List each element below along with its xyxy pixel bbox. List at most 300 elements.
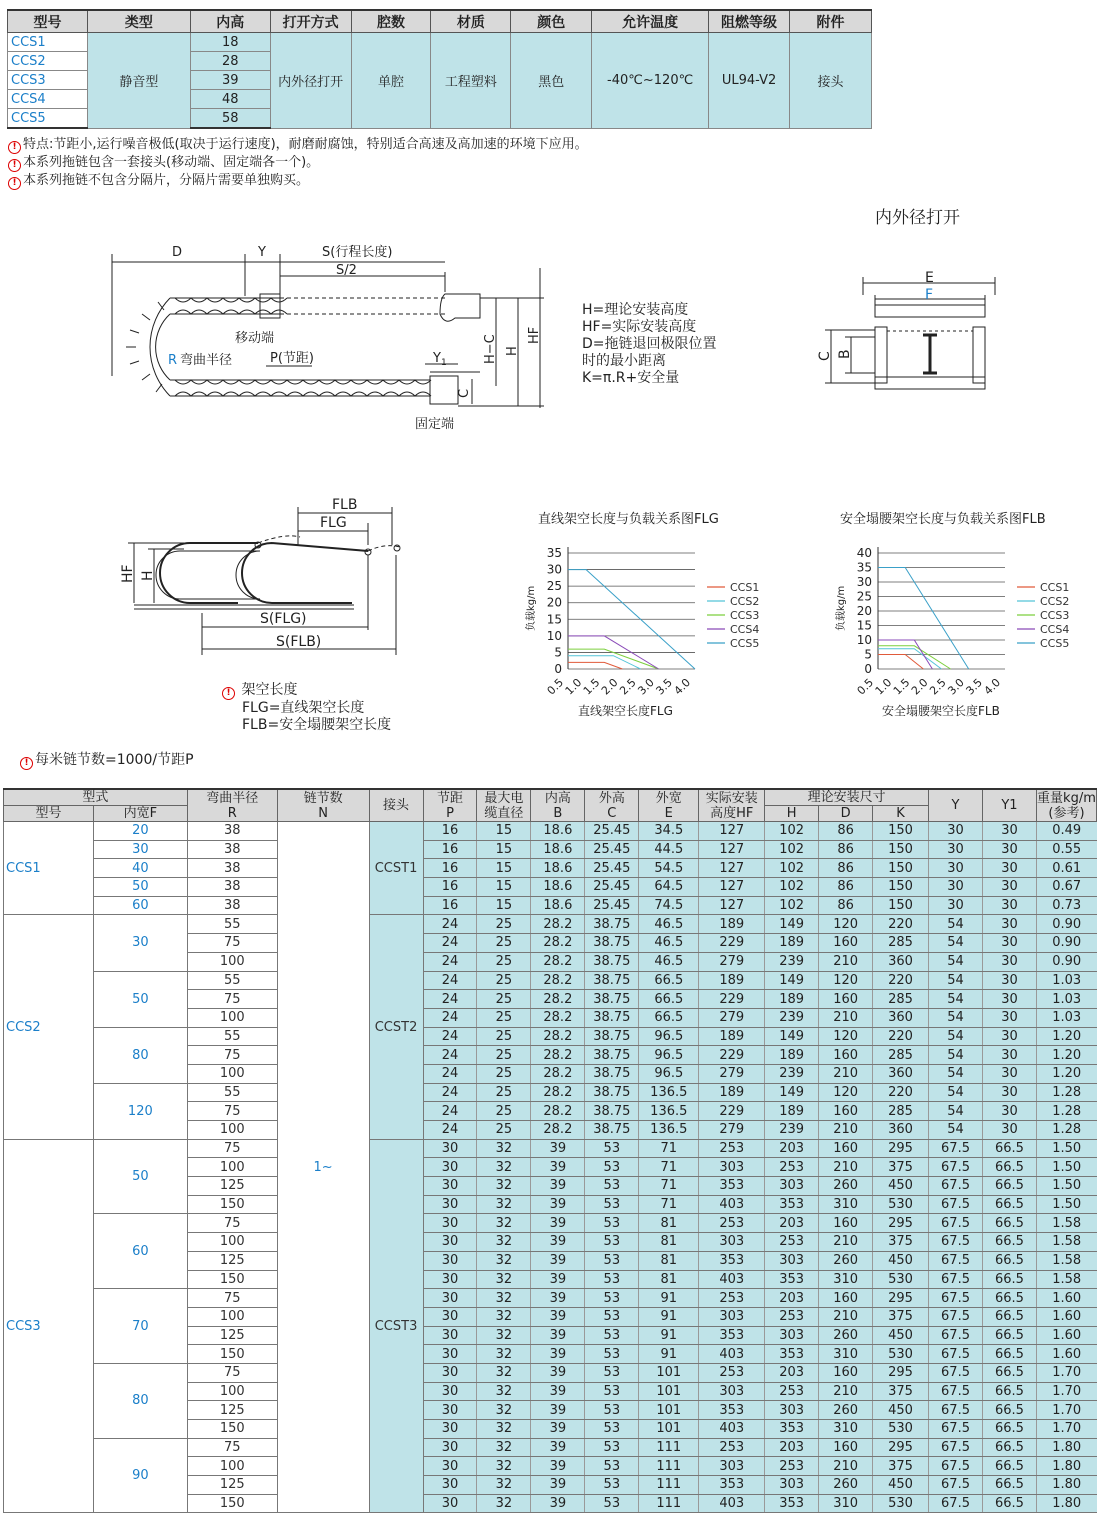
cell-y1: 66.5	[982, 1494, 1036, 1513]
legend-label: CCS1	[730, 581, 760, 594]
cell-outer-height: 53	[585, 1438, 639, 1457]
cell-pitch: 24	[423, 1008, 477, 1027]
row-radius: 150	[187, 1345, 277, 1364]
cell-y: 54	[929, 1102, 983, 1121]
y-axis-label: 负载kg/m	[526, 585, 537, 631]
cell-y1: 66.5	[982, 1326, 1036, 1345]
row-radius: 100	[187, 1121, 277, 1140]
series-line-ccs1	[568, 662, 622, 669]
cell-d: 210	[819, 1457, 873, 1476]
cell-cable: 32	[477, 1494, 531, 1513]
x-tick-label: 3.0	[945, 675, 967, 698]
cell-y: 54	[929, 1008, 983, 1027]
svg-text:H: H	[140, 570, 156, 581]
cell-d: 160	[819, 1102, 873, 1121]
header-weight: 重量kg/m (参考)	[1037, 790, 1096, 821]
cell-d: 160	[819, 1438, 873, 1457]
row-radius: 100	[187, 1457, 277, 1476]
cell-hf: 189	[699, 915, 765, 934]
cell-weight: 1.60	[1036, 1345, 1096, 1364]
cell-y: 54	[929, 934, 983, 953]
cell-weight: 0.55	[1036, 840, 1096, 859]
cell-d: 310	[819, 1345, 873, 1364]
legend-label: CCS5	[730, 637, 760, 650]
cell-outer-height: 38.75	[585, 1102, 639, 1121]
x-tick-label: 3.0	[635, 675, 657, 698]
spec-header-cell: 阻燃等级	[709, 10, 790, 33]
cell-y: 67.5	[929, 1270, 983, 1289]
cell-d: 260	[819, 1251, 873, 1270]
warning-icon: !	[8, 177, 21, 190]
cell-weight: 0.90	[1036, 934, 1096, 953]
cell-k: 375	[873, 1382, 929, 1401]
cell-y1: 30	[982, 1008, 1036, 1027]
cell-d: 86	[819, 822, 873, 841]
cell-cable: 32	[477, 1438, 531, 1457]
cell-outer-width: 136.5	[639, 1121, 699, 1140]
cell-outer-width: 46.5	[639, 915, 699, 934]
cell-k: 285	[873, 990, 929, 1009]
cell-inner-height: 39	[531, 1438, 585, 1457]
cell-y1: 66.5	[982, 1363, 1036, 1382]
spec-header-cell: 打开方式	[270, 10, 351, 33]
y-tick-label: 5	[864, 647, 872, 662]
cell-y1: 30	[982, 840, 1036, 859]
svg-text:FLG: FLG	[320, 515, 347, 531]
svg-text:弯曲半径: 弯曲半径	[180, 353, 233, 368]
fixed-end-bracket	[430, 376, 458, 404]
cell-outer-height: 53	[585, 1139, 639, 1158]
svg-text:HF: HF	[120, 564, 136, 583]
cell-k: 285	[873, 1046, 929, 1065]
cell-hf: 127	[699, 859, 765, 878]
cell-k: 150	[873, 878, 929, 897]
cell-hf: 127	[699, 896, 765, 915]
y-tick-label: 25	[856, 589, 872, 604]
spec-header-cell: 腔数	[351, 10, 431, 33]
spec-type: 静音型	[87, 33, 190, 129]
spec-model: CCS4	[8, 90, 88, 109]
cell-d: 86	[819, 878, 873, 897]
cell-outer-height: 53	[585, 1214, 639, 1233]
cell-h: 102	[765, 896, 819, 915]
cell-h: 353	[765, 1345, 819, 1364]
cell-inner-height: 18.6	[531, 859, 585, 878]
svg-text:S(FLB): S(FLB)	[276, 634, 322, 650]
cell-cable: 15	[477, 840, 531, 859]
cell-outer-height: 38.75	[585, 915, 639, 934]
cell-k: 150	[873, 896, 929, 915]
cell-y1: 66.5	[982, 1270, 1036, 1289]
series-line-ccs1	[878, 655, 923, 670]
row-radius: 150	[187, 1420, 277, 1439]
table-row	[4, 840, 1097, 859]
cell-d: 210	[819, 1382, 873, 1401]
cell-y1: 66.5	[982, 1438, 1036, 1457]
cell-inner-height: 28.2	[531, 1008, 585, 1027]
cell-outer-width: 91	[639, 1326, 699, 1345]
cell-outer-width: 136.5	[639, 1102, 699, 1121]
cell-y1: 30	[982, 1046, 1036, 1065]
cell-pitch: 30	[423, 1345, 477, 1364]
cell-y: 67.5	[929, 1177, 983, 1196]
cell-h: 149	[765, 971, 819, 990]
x-tick-label: 1.5	[580, 675, 603, 698]
spec-model: CCS1	[8, 33, 88, 52]
cell-hf: 279	[699, 1008, 765, 1027]
cell-y: 30	[929, 840, 983, 859]
cell-cable: 25	[477, 990, 531, 1009]
cell-y: 30	[929, 859, 983, 878]
cell-y: 67.5	[929, 1326, 983, 1345]
cell-inner-height: 39	[531, 1401, 585, 1420]
row-radius: 75	[187, 1214, 277, 1233]
cell-weight: 1.70	[1036, 1363, 1096, 1382]
cell-inner-height: 39	[531, 1476, 585, 1495]
cell-pitch: 24	[423, 952, 477, 971]
cell-outer-height: 25.45	[585, 822, 639, 841]
row-width: 80	[93, 1363, 187, 1438]
legend-label: CCS3	[1040, 609, 1070, 622]
cell-inner-height: 28.2	[531, 1121, 585, 1140]
y-tick-label: 15	[546, 612, 562, 627]
chart-title: 直线架空长度与负载关系图FLG	[538, 512, 719, 527]
cell-inner-height: 28.2	[531, 971, 585, 990]
cell-h: 189	[765, 990, 819, 1009]
cell-pitch: 30	[423, 1494, 477, 1513]
y-tick-label: 5	[554, 645, 562, 660]
svg-text:F: F	[925, 287, 934, 303]
cell-k: 295	[873, 1289, 929, 1308]
cell-outer-height: 53	[585, 1382, 639, 1401]
row-width: 90	[93, 1438, 187, 1513]
cell-pitch: 24	[423, 1083, 477, 1102]
cell-d: 120	[819, 971, 873, 990]
cell-cable: 32	[477, 1158, 531, 1177]
cell-k: 220	[873, 915, 929, 934]
cell-inner-height: 39	[531, 1363, 585, 1382]
cell-d: 310	[819, 1420, 873, 1439]
spec-row	[8, 33, 872, 52]
legend-label: CCS2	[1040, 595, 1070, 608]
spec-header-cell: 允许温度	[592, 10, 709, 33]
chain-lower-run	[170, 380, 431, 396]
row-radius: 75	[187, 1046, 277, 1065]
table-row	[4, 915, 1097, 934]
chain-upper-run	[170, 298, 287, 314]
spec-header-cell: 类型	[87, 10, 190, 33]
cell-d: 86	[819, 840, 873, 859]
cell-inner-height: 28.2	[531, 990, 585, 1009]
cell-d: 210	[819, 1121, 873, 1140]
svg-text:C: C	[457, 388, 472, 398]
cell-outer-height: 53	[585, 1307, 639, 1326]
cell-hf: 189	[699, 1027, 765, 1046]
cell-hf: 253	[699, 1289, 765, 1308]
table-row	[4, 878, 1097, 897]
cell-outer-width: 101	[639, 1363, 699, 1382]
cell-y: 54	[929, 1064, 983, 1083]
cell-outer-width: 101	[639, 1382, 699, 1401]
cell-inner-height: 18.6	[531, 878, 585, 897]
row-width: 50	[93, 1139, 187, 1214]
cell-weight: 1.58	[1036, 1214, 1096, 1233]
cell-pitch: 24	[423, 1027, 477, 1046]
cell-k: 450	[873, 1326, 929, 1345]
legend-label: CCS2	[730, 595, 760, 608]
cell-hf: 279	[699, 1121, 765, 1140]
y-axis-label: 负载kg/m	[836, 585, 847, 631]
cell-outer-height: 38.75	[585, 1027, 639, 1046]
spec-model: CCS5	[8, 109, 88, 129]
cell-weight: 1.20	[1036, 1064, 1096, 1083]
chart-flg	[520, 505, 780, 725]
cell-y1: 30	[982, 859, 1036, 878]
cell-k: 220	[873, 971, 929, 990]
cell-pitch: 24	[423, 1046, 477, 1065]
cell-y1: 66.5	[982, 1195, 1036, 1214]
row-radius: 55	[187, 1083, 277, 1102]
row-radius: 38	[187, 896, 277, 915]
cell-d: 160	[819, 1214, 873, 1233]
cell-weight: 1.60	[1036, 1289, 1096, 1308]
cell-y: 30	[929, 896, 983, 915]
cell-h: 303	[765, 1177, 819, 1196]
row-radius: 100	[187, 1382, 277, 1401]
cell-y: 67.5	[929, 1251, 983, 1270]
cell-y: 67.5	[929, 1195, 983, 1214]
cell-y: 67.5	[929, 1401, 983, 1420]
spec-accessory: 接头	[790, 33, 872, 129]
cell-weight: 1.70	[1036, 1382, 1096, 1401]
legend-label: CCS4	[1040, 623, 1070, 636]
table-row	[4, 1139, 1097, 1158]
row-width: 70	[93, 1289, 187, 1364]
cell-inner-height: 39	[531, 1307, 585, 1326]
cell-outer-height: 53	[585, 1457, 639, 1476]
row-radius: 125	[187, 1177, 277, 1196]
cell-cable: 25	[477, 971, 531, 990]
cell-cable: 32	[477, 1251, 531, 1270]
cell-y1: 66.5	[982, 1177, 1036, 1196]
cell-h: 239	[765, 1121, 819, 1140]
row-radius: 38	[187, 840, 277, 859]
row-radius: 75	[187, 1139, 277, 1158]
main-header-row-2: 型号 内宽F H D K	[4, 806, 1097, 822]
x-tick-label: 3.5	[963, 675, 985, 698]
cell-pitch: 16	[423, 878, 477, 897]
cell-hf: 229	[699, 934, 765, 953]
table-row	[4, 1289, 1097, 1308]
cell-y1: 66.5	[982, 1307, 1036, 1326]
cell-cable: 32	[477, 1363, 531, 1382]
spec-inner-height: 18	[190, 33, 270, 52]
y-tick-label: 0	[554, 662, 562, 676]
x-tick-label: 1.5	[890, 675, 913, 698]
cell-h: 149	[765, 1083, 819, 1102]
header-cable: 最大电 缆直径	[477, 789, 531, 822]
cell-cable: 32	[477, 1270, 531, 1289]
cell-h: 102	[765, 840, 819, 859]
svg-text:Y: Y	[258, 245, 266, 260]
warning-icon: !	[8, 141, 21, 154]
cell-y1: 66.5	[982, 1401, 1036, 1420]
svg-text:固定端: 固定端	[415, 417, 455, 432]
cell-d: 120	[819, 1083, 873, 1102]
cell-outer-width: 81	[639, 1233, 699, 1252]
row-model: CCS3	[4, 1139, 94, 1513]
cell-cable: 32	[477, 1177, 531, 1196]
cell-outer-width: 71	[639, 1177, 699, 1196]
spec-temp: -40℃~120℃	[592, 33, 709, 129]
cell-weight: 1.50	[1036, 1158, 1096, 1177]
cell-y: 67.5	[929, 1420, 983, 1439]
cell-h: 239	[765, 1064, 819, 1083]
warning-icon: !	[8, 159, 21, 172]
row-radius: 75	[187, 1438, 277, 1457]
cell-outer-height: 25.45	[585, 840, 639, 859]
cell-inner-height: 39	[531, 1382, 585, 1401]
cell-d: 260	[819, 1476, 873, 1495]
row-width: 30	[93, 915, 187, 971]
row-radius: 125	[187, 1251, 277, 1270]
cell-y: 67.5	[929, 1158, 983, 1177]
note-1: ! 特点:节距小,运行噪音极低(取决于运行速度)，耐磨耐腐蚀，特别适合高速及高加速的环境下应用。	[8, 136, 588, 154]
cell-outer-height: 38.75	[585, 990, 639, 1009]
cell-pitch: 24	[423, 1121, 477, 1140]
cell-y1: 30	[982, 1121, 1036, 1140]
table-row	[4, 1363, 1097, 1382]
cell-cable: 32	[477, 1382, 531, 1401]
cell-y1: 30	[982, 1083, 1036, 1102]
cell-outer-height: 53	[585, 1158, 639, 1177]
cell-weight: 1.03	[1036, 990, 1096, 1009]
cell-weight: 0.67	[1036, 878, 1096, 897]
cell-pitch: 24	[423, 934, 477, 953]
cell-d: 260	[819, 1326, 873, 1345]
x-tick-label: 1.0	[872, 675, 895, 698]
cell-hf: 253	[699, 1438, 765, 1457]
cell-outer-height: 53	[585, 1233, 639, 1252]
cell-pitch: 30	[423, 1476, 477, 1495]
chart-flb	[830, 505, 1095, 725]
cell-weight: 0.90	[1036, 915, 1096, 934]
cell-y: 67.5	[929, 1307, 983, 1326]
legend-label: CCS4	[730, 623, 760, 636]
table-row	[4, 1083, 1097, 1102]
cell-outer-height: 38.75	[585, 1046, 639, 1065]
cell-hf: 127	[699, 840, 765, 859]
cell-y: 30	[929, 822, 983, 841]
cell-outer-height: 53	[585, 1195, 639, 1214]
cell-inner-height: 39	[531, 1457, 585, 1476]
cell-y1: 66.5	[982, 1345, 1036, 1364]
y-tick-label: 30	[546, 562, 562, 577]
cell-outer-width: 54.5	[639, 859, 699, 878]
cell-h: 203	[765, 1363, 819, 1382]
cell-cable: 32	[477, 1420, 531, 1439]
cell-hf: 403	[699, 1345, 765, 1364]
cell-k: 450	[873, 1476, 929, 1495]
cell-weight: 1.80	[1036, 1494, 1096, 1513]
cell-outer-height: 38.75	[585, 1008, 639, 1027]
row-width: 50	[93, 971, 187, 1027]
table-row	[4, 859, 1097, 878]
cell-hf: 353	[699, 1476, 765, 1495]
row-width: 30	[93, 840, 187, 859]
cell-pitch: 16	[423, 859, 477, 878]
cell-k: 375	[873, 1307, 929, 1326]
row-width: 120	[93, 1083, 187, 1139]
x-tick-label: 0.5	[854, 675, 877, 698]
cell-pitch: 30	[423, 1195, 477, 1214]
row-radius: 75	[187, 1363, 277, 1382]
cell-hf: 403	[699, 1195, 765, 1214]
cell-cable: 25	[477, 1083, 531, 1102]
cell-inner-height: 28.2	[531, 1027, 585, 1046]
cell-d: 160	[819, 934, 873, 953]
cell-h: 253	[765, 1233, 819, 1252]
cell-y: 54	[929, 990, 983, 1009]
span-note: ! 架空长度 FLG=直线架空长度 FLB=安全塌腰架空长度	[222, 682, 391, 734]
cell-hf: 403	[699, 1494, 765, 1513]
cell-inner-height: 39	[531, 1494, 585, 1513]
per-meter-note: ! 每米链节数=1000/节距P	[20, 752, 194, 770]
cell-h: 253	[765, 1158, 819, 1177]
cell-pitch: 30	[423, 1233, 477, 1252]
y-tick-label: 40	[856, 546, 872, 560]
cell-y1: 30	[982, 1064, 1036, 1083]
cell-outer-width: 71	[639, 1195, 699, 1214]
cell-cable: 32	[477, 1195, 531, 1214]
cell-d: 210	[819, 1233, 873, 1252]
cell-outer-width: 44.5	[639, 840, 699, 859]
cell-hf: 279	[699, 1064, 765, 1083]
cell-inner-height: 39	[531, 1139, 585, 1158]
cell-d: 120	[819, 915, 873, 934]
cell-outer-width: 66.5	[639, 971, 699, 990]
spec-inner-height: 28	[190, 52, 270, 71]
cell-outer-height: 38.75	[585, 934, 639, 953]
cell-h: 203	[765, 1214, 819, 1233]
dimension-legend: H=理论安装高度 HF=实际安装高度 D=拖链退回极限位置 时的最小距离 K=π.R+安全量	[582, 302, 717, 386]
cell-hf: 303	[699, 1307, 765, 1326]
cell-h: 102	[765, 859, 819, 878]
row-radius: 55	[187, 1027, 277, 1046]
cell-k: 220	[873, 1083, 929, 1102]
moving-end-right	[440, 294, 480, 321]
y-tick-label: 20	[546, 595, 562, 610]
x-tick-label: 2.5	[617, 675, 639, 698]
cell-k: 375	[873, 1158, 929, 1177]
row-radius: 125	[187, 1476, 277, 1495]
y-tick-label: 15	[856, 618, 872, 633]
cell-hf: 353	[699, 1251, 765, 1270]
cross-section-diagram	[815, 265, 1015, 400]
cell-y1: 66.5	[982, 1158, 1036, 1177]
cell-cable: 32	[477, 1326, 531, 1345]
row-radius: 38	[187, 822, 277, 841]
cell-weight: 1.60	[1036, 1307, 1096, 1326]
cell-cable: 32	[477, 1401, 531, 1420]
cell-y: 54	[929, 1027, 983, 1046]
cell-y: 54	[929, 971, 983, 990]
cell-hf: 303	[699, 1233, 765, 1252]
table-row	[4, 1214, 1097, 1233]
svg-text:D: D	[172, 245, 183, 260]
cell-pitch: 30	[423, 1457, 477, 1476]
cell-weight: 1.80	[1036, 1457, 1096, 1476]
